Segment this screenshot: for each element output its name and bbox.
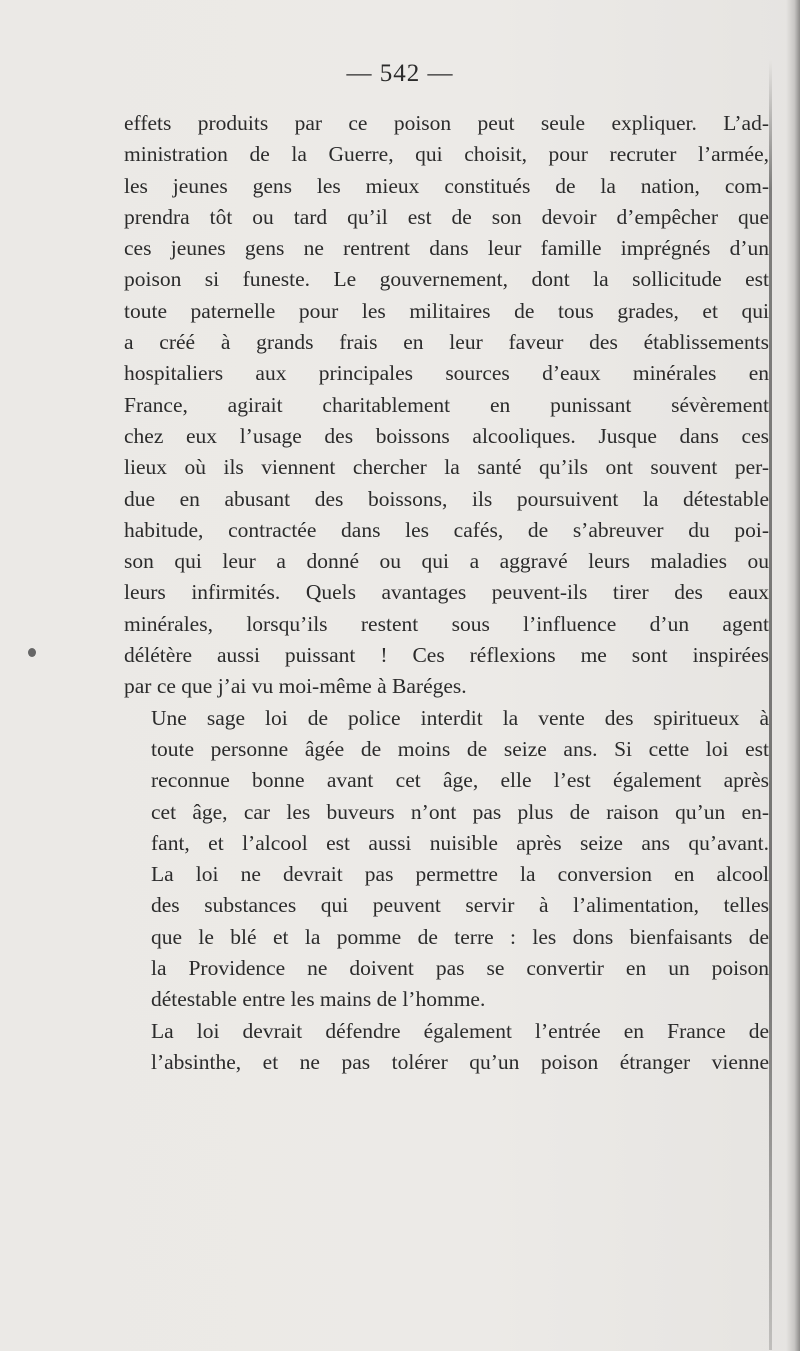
text-line: La loi devrait défendre également l’entrée en France de [151,1018,769,1043]
text-line: poison si funeste. Le gouvernement, dont la sollicitude est [124,267,769,292]
text-line: ministration de la Guerre, qui choisit, pour recruter l’armée, [124,142,769,167]
text-line: détestable entre les mains de l’homme. [151,987,486,1012]
text-line: fant, et l’alcool est aussi nuisible après seize ans qu’avant. [151,830,769,855]
text-line: habitude, contractée dans les cafés, de s’abreuver du poi- [124,517,769,542]
text-line: des substances qui peuvent servir à l’alimentation, telles [151,893,769,918]
text-line: toute paternelle pour les militaires de tous grades, et qui [124,298,769,323]
text-line: effets produits par ce poison peut seule expliquer. L’ad- [124,111,769,135]
text-line: ces jeunes gens ne rentrent dans leur famille imprégnés d’un [124,236,769,261]
text-line: chez eux l’usage des boissons alcooliques. Jusque dans ces [124,423,769,448]
text-line: reconnue bonne avant cet âge, elle l’est également après [151,768,769,793]
text-line: délétère aussi puissant ! Ces réflexions me sont inspirées [124,643,769,668]
text-line: leurs infirmités. Quels avantages peuvent-ils tirer des eaux [124,580,769,605]
text-line: France, agirait charitablement en punissant sévèrement [124,392,769,417]
text-line: son qui leur a donné ou qui a aggravé leurs maladies ou [124,549,769,574]
text-line: a créé à grands frais en leur faveur des établissements [124,330,769,355]
page-edge-line [769,60,772,1350]
text-line: minérales, lorsqu’ils restent sous l’influence d’un agent [124,611,769,636]
text-line: prendra tôt ou tard qu’il est de son devoir d’empêcher que [124,204,769,229]
text-line: la Providence ne doivent pas se convertir en un poison [151,956,769,981]
text-line: toute personne âgée de moins de seize ans. Si cette loi est [151,736,769,761]
text-line: La loi ne devrait pas permettre la conversion en alcool [151,862,769,887]
paragraph [124,108,769,703]
text-line: par ce que j’ai vu moi-même à Baréges. [124,674,467,699]
paragraph [124,703,769,1016]
text-line: que le blé et la pomme de terre : les dons bienfaisants de [151,924,769,949]
text-line: hospitaliers aux principales sources d’eaux minérales en [124,361,769,386]
paragraph [124,1016,769,1079]
text-line: cet âge, car les buveurs n’ont pas plus de raison qu’un en- [151,799,769,824]
text-line: l’absinthe, et ne pas tolérer qu’un poison étranger vienne [151,1049,769,1074]
text-line: les jeunes gens les mieux constitués de la nation, com- [124,173,769,198]
text-line: due en abusant des boissons, ils poursuivent la détestable [124,486,769,511]
ink-spot [28,648,36,657]
page-number: — 542 — [346,60,454,87]
page-edge-shadow [786,0,800,1351]
text-line: lieux où ils viennent chercher la santé qu’ils ont souvent per- [124,455,769,480]
text-line: Une sage loi de police interdit la vente des spiritueux à [151,705,769,730]
body-text [124,108,769,1078]
